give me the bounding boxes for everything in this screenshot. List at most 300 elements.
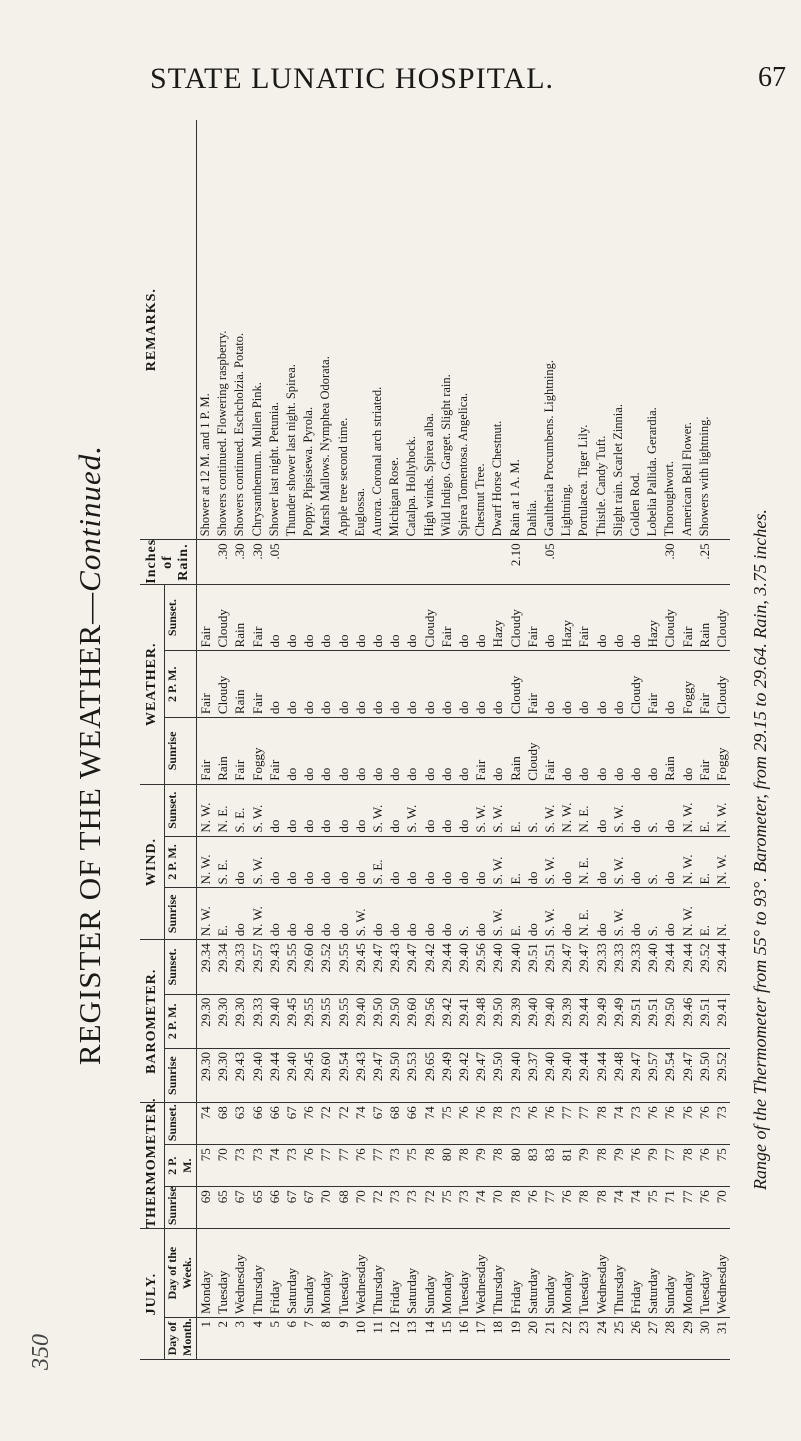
rain-inches-cell: [300, 540, 317, 584]
day-of-week-cell: Sunday: [541, 1229, 558, 1318]
weather-2pm-cell: do: [266, 651, 283, 718]
weather-sunset-cell: do: [541, 584, 558, 651]
day-of-month-cell: 9: [335, 1318, 352, 1360]
weather-sunrise-cell: do: [300, 718, 317, 785]
table-row: [661, 120, 678, 1360]
day-of-month-cell: 19: [507, 1318, 524, 1360]
baro-sunrise-cell: 29.57: [644, 1048, 661, 1102]
weather-sunset-cell: Fair: [438, 584, 455, 651]
day-of-month-cell: 14: [421, 1318, 438, 1360]
remarks-cell: Wild Indigo. Garget. Slight rain.: [438, 120, 455, 540]
therm-sunrise-cell: 71: [661, 1187, 678, 1229]
day-of-month-header: Day of Month.: [165, 1318, 197, 1360]
weather-sunrise-cell: do: [558, 718, 575, 785]
remarks-cell: Lightning.: [558, 120, 575, 540]
baro-sunrise-cell: 29.40: [283, 1048, 300, 1102]
weather-sunrise-cell: Foggy: [249, 718, 266, 785]
rain-inches-cell: .30: [214, 540, 231, 584]
remarks-cell: American Bell Flower.: [679, 120, 696, 540]
baro-2pm-cell: 29.41: [713, 994, 730, 1048]
table-row: [593, 120, 610, 1360]
baro-sunrise-cell: 29.47: [627, 1048, 644, 1102]
therm-2pm-cell: 76: [696, 1145, 713, 1187]
wind-sunset-cell: N. W.: [713, 784, 730, 836]
table-row: [541, 120, 558, 1360]
weather-2pm-cell: do: [300, 651, 317, 718]
wind-sunrise-cell: E.: [507, 888, 524, 940]
wind-sunrise-cell: S.: [644, 888, 661, 940]
wind-sunrise-cell: E.: [214, 888, 231, 940]
therm-sunset-cell: 68: [214, 1103, 231, 1145]
baro-sunrise-cell: 29.49: [438, 1048, 455, 1102]
baro-2pm-cell: 29.55: [300, 994, 317, 1048]
weather-2pm-cell: do: [593, 651, 610, 718]
day-of-month-cell: 18: [489, 1318, 506, 1360]
rotated-register: [20, 110, 780, 1400]
baro-sunset-cell: 29.40: [489, 940, 506, 994]
page-title: STATE LUNATIC HOSPITAL.: [150, 62, 555, 95]
wind-sunrise-cell: S. W.: [541, 888, 558, 940]
baro-2pm-cell: 29.39: [558, 994, 575, 1048]
wind-2pm-cell: S. W.: [541, 836, 558, 888]
therm-2pm-cell: 80: [438, 1145, 455, 1187]
day-of-week-cell: Saturday: [644, 1229, 661, 1318]
therm-2pm-cell: 77: [369, 1145, 386, 1187]
weather-sunset-cell: do: [352, 584, 369, 651]
remarks-cell: Michigan Rose.: [386, 120, 403, 540]
wind-sunrise-cell: do: [661, 888, 678, 940]
wind-sunrise-cell: E.: [696, 888, 713, 940]
day-of-month-cell: 11: [369, 1318, 386, 1360]
remarks-cell: Thistle. Candy Tuft.: [593, 120, 610, 540]
baro-sunrise-cell: 29.53: [403, 1048, 420, 1102]
day-of-month-cell: 25: [610, 1318, 627, 1360]
therm-sunset-cell: 67: [369, 1103, 386, 1145]
therm-2pm-cell: 76: [352, 1145, 369, 1187]
wind-sunrise-cell: do: [438, 888, 455, 940]
weather-sunset-cell: Fair: [197, 584, 215, 651]
baro-2pm-cell: 29.60: [403, 994, 420, 1048]
day-of-month-cell: 3: [231, 1318, 248, 1360]
day-of-month-cell: 26: [627, 1318, 644, 1360]
baro-sunset-cell: 29.55: [335, 940, 352, 994]
baro-2pm-cell: 29.50: [386, 994, 403, 1048]
day-of-month-cell: 12: [386, 1318, 403, 1360]
remarks-cell: Shower last night. Petunia.: [266, 120, 283, 540]
weather-sunrise-cell: do: [386, 718, 403, 785]
table-row: [335, 120, 352, 1360]
month-header: JULY.: [140, 1229, 165, 1360]
therm-sunrise-cell: 70: [713, 1187, 730, 1229]
therm-2pm-cell: 73: [386, 1145, 403, 1187]
baro-sunset-cell: 29.47: [558, 940, 575, 994]
day-of-week-cell: Monday: [558, 1229, 575, 1318]
baro-sunset-cell: 29.42: [421, 940, 438, 994]
wind-sunset-cell: N. E.: [214, 784, 231, 836]
wind-sunset-cell: S.: [524, 784, 541, 836]
baro-sunrise-cell: 29.44: [575, 1048, 592, 1102]
rain-inches-cell: [593, 540, 610, 584]
rain-inches-cell: [524, 540, 541, 584]
weather-sunset-cell: do: [335, 584, 352, 651]
weather-2pm-cell: do: [558, 651, 575, 718]
day-of-week-cell: Sunday: [300, 1229, 317, 1318]
day-of-month-cell: 23: [575, 1318, 592, 1360]
wind-sunset-cell: E.: [696, 784, 713, 836]
day-of-week-cell: Monday: [679, 1229, 696, 1318]
therm-sunset-cell: 66: [403, 1103, 420, 1145]
weather-2pm-cell: Fair: [696, 651, 713, 718]
wind-sunrise-cell: do: [386, 888, 403, 940]
weather-2pm-cell: do: [352, 651, 369, 718]
therm-2pm-header: 2 P. M.: [165, 1145, 197, 1187]
therm-sunrise-cell: 75: [644, 1187, 661, 1229]
wind-sunset-cell: do: [661, 784, 678, 836]
baro-sunset-cell: 29.44: [661, 940, 678, 994]
therm-sunrise-cell: 73: [403, 1187, 420, 1229]
wind-sunrise-cell: do: [369, 888, 386, 940]
weather-2pm-cell: do: [283, 651, 300, 718]
weather-2pm-cell: do: [489, 651, 506, 718]
baro-sunset-cell: 29.40: [644, 940, 661, 994]
day-of-week-cell: Thursday: [249, 1229, 266, 1318]
rain-inches-cell: [403, 540, 420, 584]
weather-sunset-cell: do: [403, 584, 420, 651]
wind-2pm-cell: N. W.: [197, 836, 215, 888]
therm-sunrise-cell: 78: [575, 1187, 592, 1229]
thermometer-header: THERMOMETER.: [140, 1103, 165, 1229]
weather-sunrise-cell: Fair: [541, 718, 558, 785]
day-of-month-cell: 31: [713, 1318, 730, 1360]
wind-2pm-cell: do: [421, 836, 438, 888]
wind-sunrise-cell: do: [283, 888, 300, 940]
wind-sunset-cell: N. W.: [558, 784, 575, 836]
weather-sunrise-cell: Fair: [231, 718, 248, 785]
baro-2pm-cell: 29.30: [231, 994, 248, 1048]
day-of-week-cell: Friday: [627, 1229, 644, 1318]
therm-2pm-cell: 70: [214, 1145, 231, 1187]
remarks-cell: Catalpa. Hollyhock.: [403, 120, 420, 540]
wind-2pm-cell: do: [352, 836, 369, 888]
remarks-cell: Slight rain. Scarlet Zinnia.: [610, 120, 627, 540]
weather-sunrise-cell: do: [335, 718, 352, 785]
baro-sunset-cell: 29.47: [575, 940, 592, 994]
baro-2pm-cell: 29.30: [197, 994, 215, 1048]
baro-sunset-cell: 29.33: [231, 940, 248, 994]
day-of-month-cell: 13: [403, 1318, 420, 1360]
baro-sunset-cell: 29.47: [403, 940, 420, 994]
baro-sunset-cell: 29.33: [610, 940, 627, 994]
wind-sunrise-cell: do: [558, 888, 575, 940]
remarks-cell: Chestnut Tree.: [472, 120, 489, 540]
wind-2pm-cell: S. E.: [369, 836, 386, 888]
rain-inches-cell: [610, 540, 627, 584]
wind-sunset-cell: S. W.: [541, 784, 558, 836]
day-of-week-cell: Wednesday: [593, 1229, 610, 1318]
rain-inches-cell: [197, 540, 215, 584]
table-row: [575, 120, 592, 1360]
therm-sunset-cell: 76: [696, 1103, 713, 1145]
register-title-main: REGISTER OF THE WEATHER—: [72, 591, 107, 1066]
day-of-month-cell: 22: [558, 1318, 575, 1360]
therm-2pm-cell: 73: [249, 1145, 266, 1187]
wind-2pm-cell: do: [472, 836, 489, 888]
therm-sunset-cell: 66: [266, 1103, 283, 1145]
therm-sunrise-cell: 74: [472, 1187, 489, 1229]
remarks-cell: Aurora. Coronal arch striated.: [369, 120, 386, 540]
rain-inches-cell: .25: [696, 540, 713, 584]
wind-sunrise-cell: do: [403, 888, 420, 940]
baro-2pm-cell: 29.55: [317, 994, 334, 1048]
remarks-cell: Poppy. Pipsisewa. Pyrola.: [300, 120, 317, 540]
baro-sunrise-cell: 29.52: [713, 1048, 730, 1102]
baro-2pm-cell: 29.49: [593, 994, 610, 1048]
baro-2pm-cell: 29.40: [524, 994, 541, 1048]
baro-sunset-cell: 29.34: [214, 940, 231, 994]
weather-sunrise-cell: Rain: [214, 718, 231, 785]
wind-sunset-cell: do: [300, 784, 317, 836]
baro-sunset-cell: 29.57: [249, 940, 266, 994]
day-of-month-cell: 2: [214, 1318, 231, 1360]
day-of-month-cell: 10: [352, 1318, 369, 1360]
wind-sunset-cell: S. W.: [472, 784, 489, 836]
day-of-week-cell: Friday: [266, 1229, 283, 1318]
rain-inches-cell: [317, 540, 334, 584]
therm-sunset-cell: 74: [610, 1103, 627, 1145]
weather-sunset-cell: Rain: [696, 584, 713, 651]
wind-sunrise-cell: S. W.: [352, 888, 369, 940]
weather-sunrise-cell: Rain: [661, 718, 678, 785]
table-row: [300, 120, 317, 1360]
day-of-week-cell: Monday: [317, 1229, 334, 1318]
weather-sunrise-cell: do: [403, 718, 420, 785]
day-of-week-cell: Friday: [507, 1229, 524, 1318]
baro-sunset-cell: 29.55: [283, 940, 300, 994]
day-of-week-cell: Tuesday: [455, 1229, 472, 1318]
table-row: [524, 120, 541, 1360]
therm-2pm-cell: 79: [644, 1145, 661, 1187]
baro-sunrise-cell: 29.44: [593, 1048, 610, 1102]
therm-2pm-cell: 78: [679, 1145, 696, 1187]
therm-2pm-cell: 77: [335, 1145, 352, 1187]
therm-2pm-cell: 75: [197, 1145, 215, 1187]
weather-sunrise-cell: do: [369, 718, 386, 785]
weather-2pm-cell: Rain: [231, 651, 248, 718]
wind-header: WIND.: [140, 784, 165, 940]
baro-sunset-cell: 29.44: [438, 940, 455, 994]
weather-sunset-cell: Hazy: [558, 584, 575, 651]
day-of-month-cell: 29: [679, 1318, 696, 1360]
wind-sunrise-header: Sunrise: [165, 888, 197, 940]
baro-sunrise-cell: 29.43: [352, 1048, 369, 1102]
table-row: [403, 120, 420, 1360]
baro-sunrise-cell: 29.48: [610, 1048, 627, 1102]
day-of-month-cell: 8: [317, 1318, 334, 1360]
rain-inches-cell: [713, 540, 730, 584]
weather-sunrise-cell: do: [489, 718, 506, 785]
weather-sunset-cell: Fair: [679, 584, 696, 651]
day-of-week-cell: Thursday: [369, 1229, 386, 1318]
wind-2pm-cell: E.: [507, 836, 524, 888]
therm-sunrise-cell: 73: [455, 1187, 472, 1229]
wind-sunrise-cell: N.: [713, 888, 730, 940]
wind-2pm-cell: S. E.: [214, 836, 231, 888]
weather-2pm-header: 2 P. M.: [165, 651, 197, 718]
baro-2pm-cell: 29.50: [489, 994, 506, 1048]
wind-sunset-cell: do: [335, 784, 352, 836]
weather-2pm-cell: do: [335, 651, 352, 718]
therm-2pm-cell: 77: [661, 1145, 678, 1187]
weather-sunset-cell: do: [317, 584, 334, 651]
rain-inches-cell: [575, 540, 592, 584]
wind-2pm-cell: S. W.: [249, 836, 266, 888]
weather-2pm-cell: Cloudy: [214, 651, 231, 718]
day-of-week-cell: Tuesday: [335, 1229, 352, 1318]
wind-2pm-cell: S. W.: [610, 836, 627, 888]
wind-sunset-cell: do: [627, 784, 644, 836]
wind-2pm-cell: do: [438, 836, 455, 888]
therm-sunset-cell: 67: [283, 1103, 300, 1145]
wind-sunset-header: Sunset.: [165, 784, 197, 836]
remarks-cell: Golden Rod.: [627, 120, 644, 540]
weather-sunset-cell: Cloudy: [214, 584, 231, 651]
wind-sunrise-cell: do: [231, 888, 248, 940]
wind-sunrise-cell: do: [266, 888, 283, 940]
weather-sunrise-cell: do: [421, 718, 438, 785]
wind-sunset-cell: N. W.: [197, 784, 215, 836]
remarks-cell: Chrysanthemum. Mullen Pink.: [249, 120, 266, 540]
therm-sunrise-cell: 72: [421, 1187, 438, 1229]
baro-sunset-cell: 29.52: [317, 940, 334, 994]
wind-sunset-cell: S. W.: [403, 784, 420, 836]
table-row: [696, 120, 713, 1360]
rain-inches-cell: [679, 540, 696, 584]
day-of-week-cell: Thursday: [610, 1229, 627, 1318]
wind-2pm-cell: do: [231, 836, 248, 888]
therm-2pm-cell: 78: [421, 1145, 438, 1187]
table-row: [472, 120, 489, 1360]
wind-sunset-cell: S. W.: [249, 784, 266, 836]
day-of-month-cell: 15: [438, 1318, 455, 1360]
wind-2pm-cell: do: [403, 836, 420, 888]
weather-sunset-cell: Cloudy: [661, 584, 678, 651]
wind-2pm-cell: do: [386, 836, 403, 888]
therm-sunset-header: Sunset.: [165, 1103, 197, 1145]
remarks-cell: Apple tree second time.: [335, 120, 352, 540]
therm-sunset-cell: 75: [438, 1103, 455, 1145]
remarks-cell: Portulacea. Tiger Lily.: [575, 120, 592, 540]
baro-sunrise-cell: 29.50: [696, 1048, 713, 1102]
wind-sunset-cell: do: [455, 784, 472, 836]
day-of-week-cell: Sunday: [661, 1229, 678, 1318]
baro-sunrise-cell: 29.40: [541, 1048, 558, 1102]
therm-sunset-cell: 74: [197, 1103, 215, 1145]
day-of-week-cell: Thursday: [489, 1229, 506, 1318]
remarks-cell: Rain at 1 A. M.: [507, 120, 524, 540]
baro-2pm-cell: 29.55: [335, 994, 352, 1048]
register-title-italic: Continued.: [72, 444, 107, 592]
wind-sunrise-cell: do: [335, 888, 352, 940]
baro-2pm-cell: 29.40: [352, 994, 369, 1048]
barometer-header: BAROMETER.: [140, 940, 165, 1103]
table-row: [455, 120, 472, 1360]
baro-sunrise-cell: 29.47: [472, 1048, 489, 1102]
baro-sunset-cell: 29.51: [524, 940, 541, 994]
baro-sunset-cell: 29.44: [679, 940, 696, 994]
therm-sunset-cell: 76: [644, 1103, 661, 1145]
weather-sunrise-cell: do: [352, 718, 369, 785]
table-row: [644, 120, 661, 1360]
baro-sunset-cell: 29.40: [507, 940, 524, 994]
baro-sunset-cell: 29.56: [472, 940, 489, 994]
therm-sunset-cell: 76: [661, 1103, 678, 1145]
weather-2pm-cell: Cloudy: [507, 651, 524, 718]
weather-sunset-cell: do: [593, 584, 610, 651]
remarks-cell: High winds. Spirea alba.: [421, 120, 438, 540]
wind-sunrise-cell: do: [593, 888, 610, 940]
therm-sunrise-cell: 67: [300, 1187, 317, 1229]
table-row: [386, 120, 403, 1360]
rain-inches-cell: [627, 540, 644, 584]
rain-inches-cell: [455, 540, 472, 584]
therm-sunrise-cell: 66: [266, 1187, 283, 1229]
baro-sunrise-cell: 29.65: [421, 1048, 438, 1102]
weather-2pm-cell: do: [317, 651, 334, 718]
day-of-month-cell: 30: [696, 1318, 713, 1360]
wind-sunrise-cell: do: [300, 888, 317, 940]
weather-2pm-cell: Cloudy: [713, 651, 730, 718]
table-row: [610, 120, 627, 1360]
rain-inches-cell: [369, 540, 386, 584]
register-rows: [197, 120, 731, 1360]
wind-2pm-cell: do: [317, 836, 334, 888]
remarks-header: REMARKS.: [140, 120, 197, 540]
therm-2pm-cell: 78: [593, 1145, 610, 1187]
weather-sunrise-cell: do: [644, 718, 661, 785]
baro-sunset-cell: 29.33: [627, 940, 644, 994]
day-of-week-cell: Wednesday: [231, 1229, 248, 1318]
day-of-month-cell: 17: [472, 1318, 489, 1360]
baro-2pm-cell: 29.46: [679, 994, 696, 1048]
weather-sunset-cell: Fair: [575, 584, 592, 651]
wind-sunrise-cell: do: [524, 888, 541, 940]
baro-sunrise-cell: 29.37: [524, 1048, 541, 1102]
wind-sunrise-cell: N. W.: [197, 888, 215, 940]
weather-2pm-cell: do: [369, 651, 386, 718]
weather-sunrise-cell: Fair: [197, 718, 215, 785]
weather-sunset-cell: Fair: [524, 584, 541, 651]
weather-sunrise-cell: do: [610, 718, 627, 785]
baro-sunrise-cell: 29.30: [197, 1048, 215, 1102]
weather-sunrise-cell: do: [575, 718, 592, 785]
weather-2pm-cell: Fair: [524, 651, 541, 718]
therm-sunrise-cell: 74: [610, 1187, 627, 1229]
day-of-week-cell: Saturday: [403, 1229, 420, 1318]
rain-inches-cell: [558, 540, 575, 584]
therm-sunset-cell: 73: [627, 1103, 644, 1145]
therm-2pm-cell: 83: [524, 1145, 541, 1187]
day-of-week-cell: Monday: [197, 1229, 215, 1318]
baro-2pm-cell: 29.42: [438, 994, 455, 1048]
wind-sunset-cell: E.: [507, 784, 524, 836]
weather-sunset-cell: do: [627, 584, 644, 651]
weather-sunrise-cell: Fair: [266, 718, 283, 785]
day-of-month-cell: 1: [197, 1318, 215, 1360]
weather-sunset-cell: do: [300, 584, 317, 651]
wind-sunset-cell: do: [266, 784, 283, 836]
weather-sunset-cell: do: [266, 584, 283, 651]
wind-sunset-cell: S.: [644, 784, 661, 836]
